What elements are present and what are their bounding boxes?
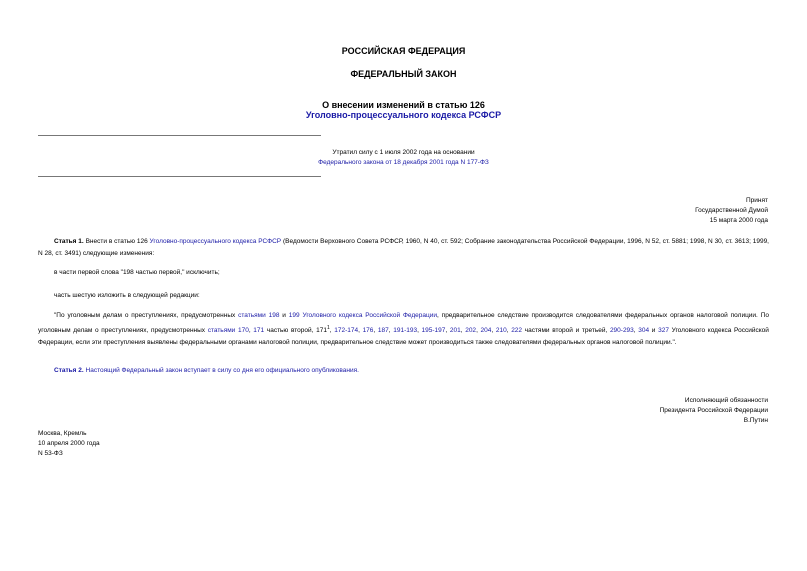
status-line: Утратил силу с 1 июля 2002 года на основании (332, 149, 475, 156)
signature-block (660, 396, 768, 426)
link-article-327[interactable]: 327 (658, 327, 669, 335)
article2-label[interactable]: Статья 2. (54, 367, 84, 374)
link-article-198[interactable]: статьями 198 (238, 312, 280, 319)
link-article-172-174[interactable]: 172-174 (334, 327, 359, 335)
superscript-1: 1 (326, 325, 330, 331)
article1-item1: в части первой слова "198 частью первой," исключить; (54, 269, 220, 276)
accepted-line1: Принят (745, 197, 768, 204)
link-article-195-197[interactable]: 195-197 (421, 327, 446, 335)
link-article-176[interactable]: 176 (362, 327, 374, 335)
signature-name: В.Путин (743, 417, 768, 424)
link-article-171[interactable]: 171 (253, 327, 265, 335)
accepted-line2: Государственной Думой (695, 207, 768, 214)
article1-item2: часть шестую изложить в следующей редакции: (54, 292, 200, 299)
place-line: Москва, Кремль (38, 430, 87, 437)
article2-text[interactable]: Настоящий Федеральный закон вступает в силу со дня его официального опубликования. (83, 367, 359, 374)
article1-paragraph (38, 236, 769, 260)
place-block (38, 429, 100, 459)
link-article-170[interactable]: статьями 170 (207, 327, 249, 335)
divider-bottom (38, 176, 321, 177)
law-number: N 53-ФЗ (38, 450, 63, 457)
signature-line1: Исполняющий обязанности (684, 397, 768, 404)
doc-type-heading: ФЕДЕРАЛЬНЫЙ ЗАКОН (350, 69, 457, 79)
link-article-202[interactable]: 202 (465, 327, 477, 335)
article1-text-a: Внести в статью 126 (83, 238, 150, 245)
link-article-199[interactable]: 199 Уголовного кодекса Российской Федерации (288, 312, 438, 319)
law-title-code (0, 110, 807, 120)
link-article-187[interactable]: 187 (377, 327, 389, 335)
link-article-222[interactable]: 222 (511, 327, 523, 335)
signing-date: 10 апреля 2000 года (38, 440, 100, 447)
code-link-article1[interactable]: Уголовно-процессуального кодекса РСФСР (149, 238, 282, 245)
status-link-line (0, 158, 807, 168)
article1-label: Статья 1. (54, 238, 84, 245)
repeal-law-link[interactable]: Федерального закона от 18 декабря 2001 года N 177-ФЗ (318, 159, 489, 166)
signature-line2: Президента Российской Федерации (659, 407, 768, 414)
law-title: О внесении изменений в статью 126 (322, 100, 485, 110)
link-article-191-193[interactable]: 191-193 (393, 327, 418, 335)
link-article-210[interactable]: 210 (495, 327, 507, 335)
article1-text-b: (Ведомости Верховного Совета РСФСР, 1960, N 40, ст. 592; Собрание законодательства Российской Федерации, 1996, N 52, ст. 5881; 1998, N 30, ст. 3613; 1999, N 28, ст. 3491) следующие изменения: (38, 238, 769, 257)
link-article-204[interactable]: 204 (480, 327, 492, 335)
quoted-text: "По уголовным делам о преступлениях, предусмотренных статьями 198 и 199 Уголовного кодекса Российской Федерации, предварительное следствие производится следователями федеральных органов налоговой полиции. По уголовным делам о преступлениях, предусмотренных статьями 170, 171 частью второй, $171^1$, 172-174, 176, 187, 191-193, 195-197, 201, 202, 204, 210, 222 частями второй и третьей, 290-293, 304 и 327 Уголовного кодекса Российской Федерации, если эти преступления выявлены федеральными органами налоговой полиции, предварительное следствие может производиться также следователями федеральных органов налоговой полиции.". (38, 312, 770, 347)
link-article-304[interactable]: 304 (638, 327, 650, 335)
accepted-block (695, 196, 768, 226)
accepted-date: 15 марта 2000 года (709, 217, 768, 224)
code-link-title[interactable]: Уголовно-процессуального кодекса РСФСР (305, 110, 502, 120)
divider-top (38, 135, 321, 136)
link-article-201[interactable]: 201 (449, 327, 461, 335)
article2-paragraph (38, 365, 769, 377)
link-article-290-293[interactable]: 290-293 (609, 327, 634, 335)
country-heading: РОССИЙСКАЯ ФЕДЕРАЦИЯ (341, 46, 466, 56)
